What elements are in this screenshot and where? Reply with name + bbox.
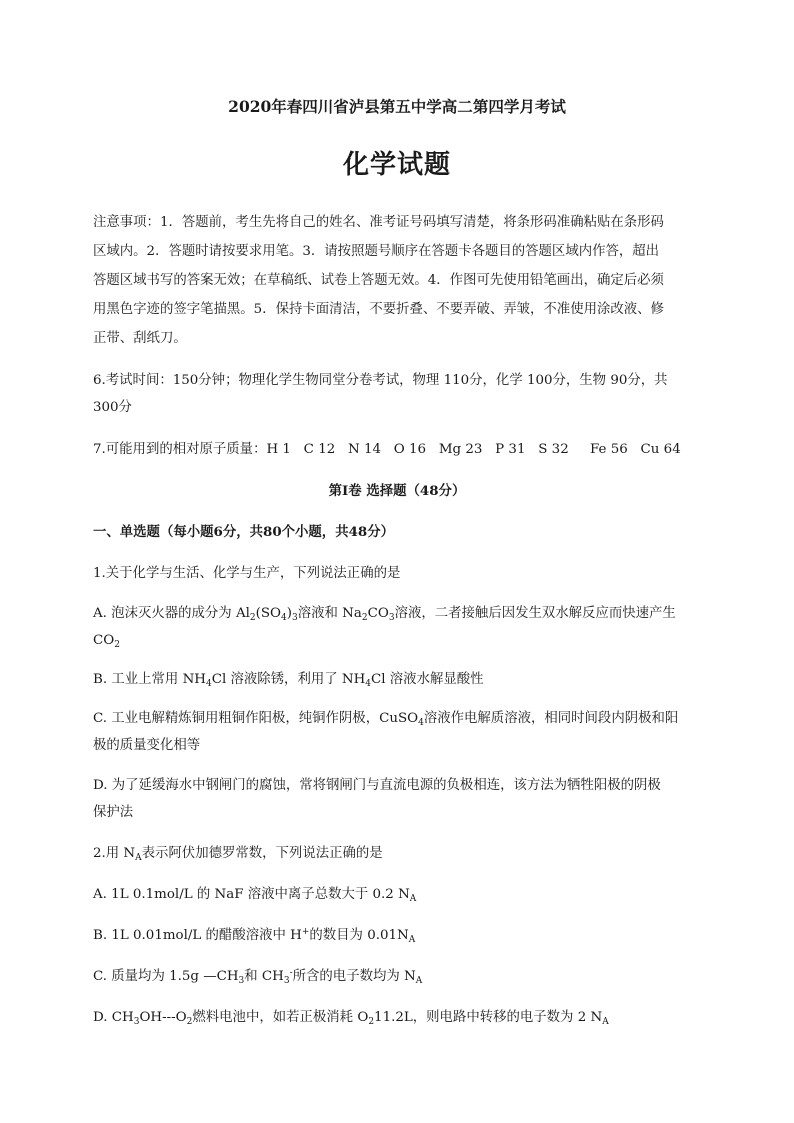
question-1-stem: 1.关于化学与生活、化学与生产，下列说法正确的是 bbox=[93, 566, 401, 581]
text: CO bbox=[93, 633, 115, 648]
subscript: 2 bbox=[114, 640, 120, 650]
notice-line-3: 答题区域书写的答案无效；在草稿纸、试卷上答题无效。4．作图可先使用铅笔画出，确定后必须 bbox=[93, 273, 664, 288]
question-2-option-c bbox=[93, 967, 703, 987]
superscript: + bbox=[301, 927, 310, 937]
subscript: A bbox=[408, 935, 416, 945]
text: A. 泡沫灭火器的成分为 Al bbox=[93, 606, 250, 621]
subscript: 2 bbox=[368, 1017, 375, 1027]
subscript: 4 bbox=[281, 613, 287, 623]
question-1-option-c-cont: 极的质量变化相等 bbox=[93, 738, 201, 753]
question-1-option-d-cont: 保护法 bbox=[93, 805, 134, 820]
question-1-option-c bbox=[93, 709, 703, 729]
question-2-stem bbox=[93, 844, 703, 864]
subscript: 2 bbox=[186, 1017, 193, 1027]
subscript: A bbox=[415, 976, 423, 986]
text: 溶液，二者接触后因发生双水解反应而快速产生 bbox=[394, 606, 676, 621]
question-2-option-b bbox=[93, 926, 703, 946]
text: CO bbox=[367, 606, 389, 621]
text: 溶液和 Na bbox=[297, 606, 362, 621]
notice-item-6-line-2: 300分 bbox=[93, 400, 132, 415]
notice-line-5: 正带、刮纸刀。 bbox=[93, 331, 187, 346]
notice-line-4: 用黑色字迹的签字笔描黑。5．保持卡面清洁，不要折叠、不要弄破、弄皱，不准使用涂改液、修 bbox=[93, 302, 664, 317]
subscript: 3 bbox=[388, 613, 395, 623]
text: 表示阿伏加德罗常数，下列说法正确的是 bbox=[141, 846, 383, 861]
part-one-title: 第Ⅰ卷 选择题（48分） bbox=[328, 483, 466, 499]
text: 和 CH bbox=[244, 969, 284, 984]
text: B. 工业上常用 NH bbox=[93, 672, 206, 687]
text: 所含的电子数均为 N bbox=[292, 969, 416, 984]
superscript: - bbox=[289, 968, 293, 978]
subscript: A bbox=[602, 1017, 609, 1027]
question-2-option-d bbox=[93, 1008, 703, 1028]
subscript: 4 bbox=[205, 679, 212, 689]
text: 的数目为 0.01N bbox=[309, 928, 409, 943]
exam-title: 2020年春四川省泸县第五中学高二第四学月考试 bbox=[228, 97, 566, 116]
notice-item-6-line-1: 6.考试时间：150分钟；物理化学生物同堂分卷考试，物理 110分，化学 100分，生物 90分，共 bbox=[93, 373, 668, 388]
subscript: 3 bbox=[292, 613, 298, 623]
text: A. 1L 0.1mol/L 的 NaF 溶液中离子总数大于 0.2 N bbox=[93, 887, 410, 902]
question-1-option-d: D. 为了延缓海水中钢闸门的腐蚀，常将钢闸门与直流电源的负极相连，该方法为牺牲阳极的阴极 bbox=[93, 778, 661, 793]
subscript: A bbox=[135, 853, 142, 863]
subscript: 2 bbox=[361, 613, 368, 623]
text: (SO bbox=[255, 606, 282, 621]
text: D. CH bbox=[93, 1010, 134, 1025]
text: ) bbox=[286, 606, 293, 621]
subscript: 2 bbox=[249, 613, 256, 623]
subscript: 3 bbox=[283, 976, 290, 986]
notice-line-2: 区域内。2．答题时请按要求用笔。3．请按照题号顺序在答题卡各题目的答题区域内作答，超出 bbox=[93, 244, 660, 259]
subscript: 3 bbox=[238, 976, 245, 986]
text: 11.2L，则电路中转移的电子数为 2 N bbox=[374, 1010, 603, 1025]
text: 燃料电池中，如若正极消耗 O bbox=[192, 1010, 369, 1025]
notice-line-1: 注意事项：1．答题前，考生先将自己的姓名、准考证号码填写清楚，将条形码准确粘贴在条形码 bbox=[93, 215, 664, 230]
text: Cl 溶液除锈，利用了 NH bbox=[211, 672, 366, 687]
text: C. 质量均为 1.5g —CH bbox=[93, 969, 239, 984]
question-1-option-a-cont bbox=[93, 631, 703, 651]
question-1-option-b bbox=[93, 670, 703, 690]
text: 2.用 N bbox=[93, 846, 136, 861]
subscript: 4 bbox=[418, 718, 424, 728]
single-choice-title: 一、单选题（每小题6分，共80个小题，共48分） bbox=[93, 524, 395, 540]
notice-item-7: 7.可能用到的相对原子质量：H 1 C 12 N 14 O 16 Mg 23 P 31 S 32 Fe 56 Cu 64 bbox=[93, 442, 681, 457]
question-2-option-a bbox=[93, 885, 703, 905]
subscript: 4 bbox=[365, 679, 371, 689]
question-1-option-a bbox=[93, 604, 703, 624]
subject-title: 化学试题 bbox=[342, 150, 451, 180]
text: C. 工业电解精炼铜用粗铜作阳极，纯铜作阴极，CuSO bbox=[93, 711, 419, 726]
text: B. 1L 0.01mol/L 的醋酸溶液中 H bbox=[93, 928, 302, 943]
text: 溶液作电解质溶液，相同时间段内阴极和阳 bbox=[423, 711, 679, 726]
subscript: 3 bbox=[133, 1017, 140, 1027]
text: Cl 溶液水解显酸性 bbox=[371, 672, 484, 687]
text: OH---O bbox=[139, 1010, 187, 1025]
subscript: A bbox=[409, 894, 417, 904]
